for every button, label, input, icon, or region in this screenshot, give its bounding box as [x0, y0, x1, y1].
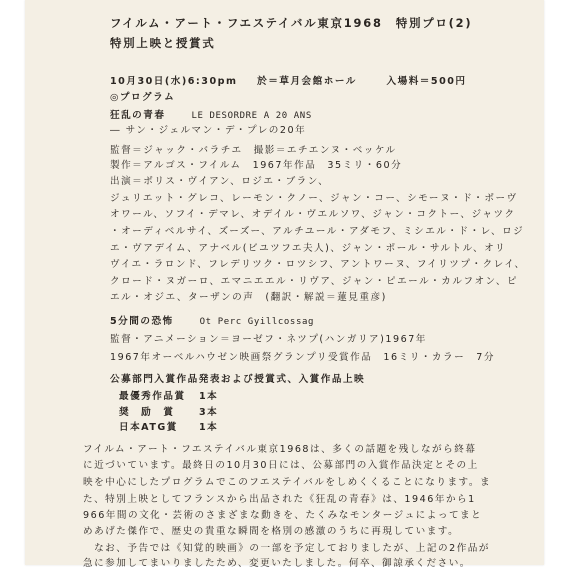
event-datetime: 10月30日(水)6:30pm [110, 76, 238, 87]
film2-title-line [110, 316, 314, 328]
award-count: 3本 [199, 407, 219, 418]
award-count: 1本 [199, 391, 219, 402]
film1-cast-6: ヴイエ・ラロンド、フレデリツク・ロツシフ、アントワーヌ、フイリツプ・クレイ、 [110, 259, 526, 270]
event-fee: 入場料＝500円 [386, 76, 467, 87]
title-line-2: 特別上映と授賞式 [110, 36, 216, 50]
award-count: 1本 [199, 422, 219, 433]
award-row [119, 391, 218, 403]
award-row [119, 422, 218, 434]
film2-credits: 監督・アニメーション＝ヨーゼフ・ネツプ(ハンガリア)1967年 [110, 334, 427, 345]
film1-title-line [110, 110, 312, 122]
film2-title-orig: Ot Perc Gyillcossag [199, 317, 315, 327]
body-line-7: なお、予告では《知覚的映画》の一部を予定しておりましたが、上記の2作品が [83, 543, 490, 554]
film1-title-ja: 狂乱の青春 [110, 110, 166, 121]
document-sheet [25, 0, 544, 569]
body-line-3: 映を中心にしたプログラムでこのフエステイバルをしめくくることになります。ま [83, 477, 492, 488]
film2-info: 1967年オーベルハウゼン映画祭グランプリ受賞作品 16ミリ・カラー 7分 [110, 352, 495, 363]
title-line-1: フイルム・アート・フエステイバル東京1968 特別プロ(2) [110, 16, 473, 30]
event-venue: 於＝草月会館ホール [257, 76, 357, 87]
award-row [119, 407, 218, 419]
film1-cast-8: エル・オジエ、ターザンの声 (翻訳・解説＝蓮見重彦) [110, 292, 387, 303]
program-heading: ◎プログラム [110, 92, 176, 103]
film1-cast-7: クロード・ヌガーロ、エマニエエル・リヴア、ジャン・ピエール・カルフオン、ピ [110, 276, 519, 287]
awards-heading: 公募部門入賞作品発表および授賞式、入賞作品上映 [110, 374, 366, 385]
award-label: 奨 励 賞 [119, 407, 175, 418]
body-line-1: フイルム・アート・フエステイバル東京1968は、多くの話題を残しながら終幕 [83, 444, 477, 455]
film1-credits: 監督＝ジャック・バラチエ 撮影＝エチエンヌ・ベッケル [110, 145, 397, 156]
film1-title-fr: LE DESORDRE A 20 ANS [191, 111, 312, 121]
body-line-4: た、特別上映としてフランスから出品された《狂乱の青春》は、1946年から1 [83, 494, 476, 505]
film1-subtitle: ― サン・ジェルマン・デ・プレの20年 [110, 125, 307, 136]
film1-cast-3: オワール、ソフイ・デマレ、オデイル・ヴエルソワ、ジャン・コクトー、ジャツク [110, 209, 516, 220]
body-line-8: 急に参加してまいりましたため、変更いたしました。何卒、御諒承ください。 [83, 558, 471, 569]
film1-cast-5: エ・ヴアデイム、アナベル(ビユツフエ夫人)、ジャン・ポール・サルトル、オリ [110, 243, 507, 254]
film2-title-ja: 5分間の恐怖 [110, 316, 174, 327]
film1-cast-4: ・オーディベルサイ、ズーズー、アルチユール・アダモフ、ミシエル・ド・レ、ロジ [110, 226, 525, 237]
film1-cast-1: 出演＝ボリス・ヴイアン、ロジエ・ブラン、 [110, 176, 330, 187]
award-label: 最優秀作品賞 [119, 391, 186, 402]
film1-cast-2: ジュリエット・グレコ、レーモン・クノー、ジャン・コー、シモーヌ・ド・ボーヴ [110, 193, 518, 204]
body-line-6: めあげた傑作で、歴史の貴重な瞬間を格別の感激のうちに再現しています。 [83, 526, 460, 537]
body-line-5: 966年間の文化・芸術のさまざまな動きを、たくみなモンタージュによってまと [83, 510, 483, 521]
award-label: 日本ATG賞 [119, 422, 178, 433]
event-info [110, 76, 467, 88]
body-line-2: に近づいています。最終日の10月30日には、公募部門の入賞作品決定とその上 [83, 460, 479, 471]
film1-production: 製作＝アルゴス・フイルム 1967年作品 35ミリ・60分 [110, 160, 403, 171]
